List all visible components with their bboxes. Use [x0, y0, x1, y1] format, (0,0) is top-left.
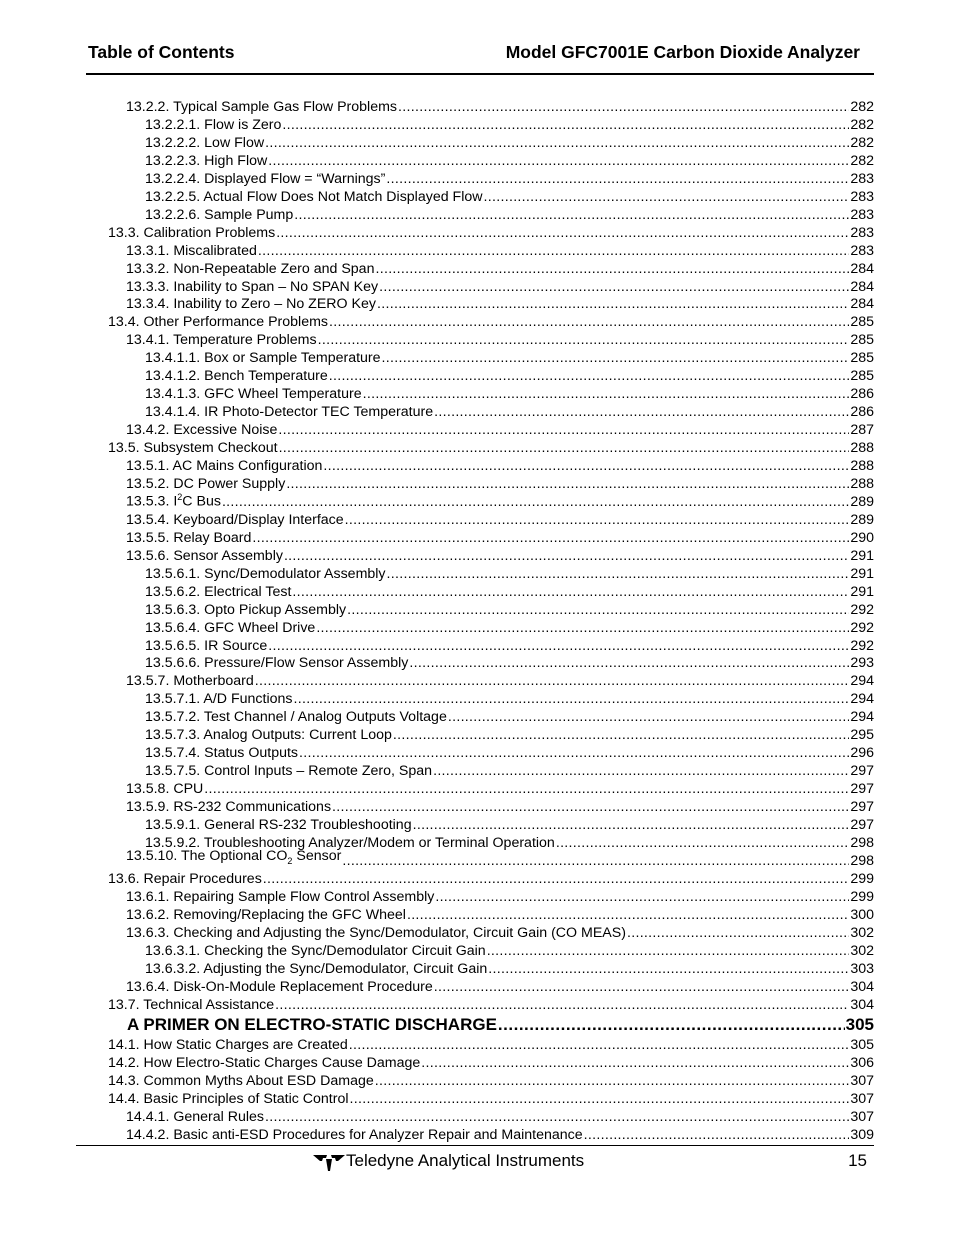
toc-page-number: 284 — [850, 260, 874, 277]
toc-leader-dots — [318, 331, 850, 349]
toc-entry-title: 13.6.3. Checking and Adjusting the Sync/Demodulator, Circuit Gain (CO MEAS) — [126, 924, 626, 941]
toc-leader-dots — [278, 421, 849, 439]
toc-page-number: 295 — [850, 727, 874, 744]
toc-leader-dots — [268, 637, 849, 655]
toc-entry[interactable] — [126, 457, 874, 475]
toc-entry-title: 13.3.4. Inability to Zero – No ZERO Key — [126, 296, 376, 313]
toc-entry-title: 13.5.2. DC Power Supply — [126, 475, 286, 492]
toc-leader-dots — [435, 888, 849, 906]
toc-entry[interactable] — [145, 601, 874, 619]
toc-leader-dots — [556, 834, 850, 852]
toc-page-number: 302 — [850, 942, 874, 959]
toc-leader-dots — [275, 996, 849, 1014]
toc-entry-title: 13.5.3. $I^2C$ Bus — [126, 492, 221, 510]
toc-entry-title: 14.1. How Static Charges are Created — [108, 1037, 348, 1054]
toc-leader-dots — [265, 134, 849, 152]
toc-entry[interactable] — [145, 367, 874, 385]
toc-leader-dots — [282, 116, 849, 134]
footer-divider — [76, 1145, 874, 1146]
toc-entry-title: 13.2.2.3. High Flow — [145, 152, 268, 169]
toc-entry-title: 13.5.9.2. Troubleshooting Analyzer/Modem or Terminal Operation — [145, 834, 555, 851]
toc-entry[interactable] — [145, 619, 874, 637]
toc-leader-dots — [316, 619, 849, 637]
toc-page-number: 293 — [850, 655, 874, 672]
toc-entry-title: A PRIMER ON ELECTRO-STATIC DISCHARGE — [127, 1015, 497, 1035]
toc-entry-title: 13.2.2.2. Low Flow — [145, 134, 265, 151]
toc-entry-title: 13.4. Other Performance Problems — [108, 314, 329, 331]
toc-leader-dots — [487, 942, 850, 960]
toc-page-number: 283 — [850, 170, 874, 187]
toc-entry[interactable] — [108, 313, 874, 331]
toc-entry-title: 13.4.1.3. GFC Wheel Temperature — [145, 386, 362, 403]
toc-page-number: 294 — [850, 673, 874, 690]
toc-page-number: 282 — [850, 116, 874, 133]
toc-entry-title: 14.4.1. General Rules — [126, 1109, 265, 1126]
toc-page-number: 288 — [850, 440, 874, 457]
toc-page-number: 309 — [850, 1127, 874, 1144]
toc-entry[interactable] — [108, 224, 874, 242]
toc-entry[interactable] — [126, 278, 874, 296]
toc-page-number: 296 — [850, 745, 874, 762]
toc-entry-title: 13.2.2.5. Actual Flow Does Not Match Displayed Flow — [145, 188, 483, 205]
toc-leader-dots — [286, 475, 849, 493]
toc-entry[interactable] — [126, 331, 874, 349]
toc-page-number: 299 — [850, 870, 874, 887]
toc-entry-title: 13.5.5. Relay Board — [126, 529, 252, 546]
toc-entry-title: 13.5.7.2. Test Channel / Analog Outputs Voltage — [145, 709, 447, 726]
toc-entry-title: 13.5.8. CPU — [126, 781, 204, 798]
toc-leader-dots — [434, 978, 850, 996]
toc-entry[interactable] — [108, 439, 874, 457]
toc-entry-title: 13.7. Technical Assistance — [108, 996, 275, 1013]
toc-page-number: 292 — [850, 619, 874, 636]
toc-entry[interactable] — [108, 1054, 874, 1072]
toc-entry-title: 13.5.7.4. Status Outputs — [145, 745, 299, 762]
toc-page-number: 306 — [850, 1055, 874, 1072]
toc-entry[interactable] — [145, 206, 874, 224]
toc-entry[interactable] — [126, 295, 874, 313]
toc-entry-title: 13.4.2. Excessive Noise — [126, 422, 278, 439]
toc-entry[interactable] — [145, 762, 874, 780]
toc-page-number: 297 — [850, 781, 874, 798]
toc-leader-dots — [294, 206, 849, 224]
toc-page-number: 283 — [850, 206, 874, 223]
toc-leader-dots — [332, 798, 849, 816]
toc-page-number: 283 — [850, 242, 874, 259]
toc-page-number: 291 — [850, 547, 874, 564]
toc-leader-dots — [263, 870, 850, 888]
toc-entry-title: 13.5.6.2. Electrical Test — [145, 583, 292, 600]
toc-chapter-entry[interactable] — [127, 1014, 874, 1036]
toc-entry-title: 13.5. Subsystem Checkout — [108, 440, 278, 457]
toc-entry[interactable] — [145, 583, 874, 601]
toc-entry[interactable] — [108, 870, 874, 888]
toc-entry-title: 13.4.1. Temperature Problems — [126, 332, 317, 349]
toc-leader-dots — [421, 1054, 849, 1072]
toc-leader-dots — [222, 493, 849, 511]
toc-leader-dots — [387, 565, 850, 583]
toc-leader-dots — [448, 708, 849, 726]
toc-entry-title: 13.3.1. Miscalibrated — [126, 242, 257, 259]
toc-page-number: 303 — [850, 960, 874, 977]
toc-leader-dots — [255, 672, 850, 690]
toc-entry-title: 13.5.6.3. Opto Pickup Assembly — [145, 601, 347, 618]
toc-entry[interactable] — [145, 708, 874, 726]
toc-entry-title: 13.6.4. Disk-On-Module Replacement Procedure — [126, 978, 433, 995]
toc-entry-title: 13.5.10. The Optional $CO_2$ Sensor — [126, 848, 342, 866]
toc-leader-dots — [393, 726, 849, 744]
toc-entry-title: 13.6.2. Removing/Replacing the GFC Wheel — [126, 906, 406, 923]
toc-entry-title: 13.5.6. Sensor Assembly — [126, 547, 283, 564]
toc-page-number: 300 — [850, 906, 874, 923]
toc-leader-dots — [386, 170, 849, 188]
toc-page-number: 304 — [850, 996, 874, 1013]
page-header — [88, 42, 860, 66]
toc-entry-title: 13.4.1.1. Box or Sample Temperature — [145, 350, 381, 367]
toc-page-number: 292 — [850, 637, 874, 654]
toc-page-number: 285 — [850, 350, 874, 367]
toc-page-number: 283 — [850, 188, 874, 205]
toc-page-number: 291 — [850, 583, 874, 600]
toc-entry-title: 13.5.4. Keyboard/Display Interface — [126, 511, 344, 528]
toc-entry[interactable] — [145, 349, 874, 367]
toc-entry[interactable] — [145, 188, 874, 206]
toc-leader-dots — [350, 1090, 850, 1108]
toc-entry[interactable] — [145, 385, 874, 403]
toc-entry[interactable] — [126, 1108, 874, 1126]
toc-entry-title: 13.5.9. RS-232 Communications — [126, 799, 332, 816]
toc-entry[interactable] — [126, 511, 874, 529]
toc-entry[interactable] — [108, 1036, 874, 1054]
toc-entry-title: 13.3.2. Non-Repeatable Zero and Span — [126, 260, 375, 277]
toc-leader-dots — [433, 762, 849, 780]
toc-entry-title: 14.4.2. Basic anti-ESD Procedures for Analyzer Repair and Maintenance — [126, 1127, 583, 1144]
toc-leader-dots — [484, 188, 850, 206]
toc-leader-dots — [258, 242, 849, 260]
page-footer — [0, 1150, 954, 1174]
toc-entry-title: 13.5.7.1. A/D Functions — [145, 691, 293, 708]
toc-page-number: 283 — [850, 224, 874, 241]
toc-leader-dots — [299, 744, 849, 762]
toc-leader-dots — [498, 1014, 845, 1036]
toc-leader-dots — [379, 278, 849, 296]
toc-leader-dots — [409, 654, 849, 672]
toc-leader-dots — [268, 152, 849, 170]
toc-page-number: 307 — [850, 1091, 874, 1108]
toc-entry-title: 13.2.2.1. Flow is Zero — [145, 116, 282, 133]
toc-page-number: 298 — [850, 852, 874, 869]
toc-page-number: 288 — [850, 475, 874, 492]
toc-leader-dots — [347, 601, 849, 619]
company-name: Teledyne Analytical Instruments — [346, 1151, 585, 1170]
toc-entry[interactable] — [126, 978, 874, 996]
toc-page-number: 285 — [850, 332, 874, 349]
toc-entry[interactable] — [145, 134, 874, 152]
toc-leader-dots — [279, 439, 850, 457]
toc-leader-dots — [488, 960, 849, 978]
toc-entry[interactable] — [145, 942, 874, 960]
toc-page-number: 297 — [850, 799, 874, 816]
toc-entry[interactable] — [145, 690, 874, 708]
toc-entry[interactable] — [145, 726, 874, 744]
toc-page-number: 286 — [850, 404, 874, 421]
toc-entry[interactable] — [126, 475, 874, 493]
toc-leader-dots — [265, 1108, 849, 1126]
toc-page-number: 284 — [850, 296, 874, 313]
toc-page-number: 299 — [850, 888, 874, 905]
toc-entry[interactable] — [126, 906, 874, 924]
page-number: 15 — [848, 1151, 867, 1170]
toc-entry-title: 13.5.6.4. GFC Wheel Drive — [145, 619, 316, 636]
toc-entry[interactable] — [126, 1126, 874, 1144]
toc-leader-dots — [293, 690, 849, 708]
toc-entry-title: 14.4. Basic Principles of Static Control — [108, 1091, 349, 1108]
toc-page-number: 285 — [850, 314, 874, 331]
toc-entry[interactable] — [126, 493, 874, 511]
toc-entry[interactable] — [145, 637, 874, 655]
toc-entry-title: 13.5.6.1. Sync/Demodulator Assembly — [145, 565, 386, 582]
toc-page-number: 287 — [850, 422, 874, 439]
toc-page-number: 294 — [850, 709, 874, 726]
toc-page-number: 289 — [850, 511, 874, 528]
toc-page-number: 292 — [850, 601, 874, 618]
toc-entry[interactable] — [126, 672, 874, 690]
toc-entry[interactable] — [145, 170, 874, 188]
toc-leader-dots — [329, 313, 849, 331]
toc-entry[interactable] — [145, 116, 874, 134]
toc-entry[interactable] — [126, 780, 874, 798]
toc-entry-title: 13.5.6.5. IR Source — [145, 637, 268, 654]
toc-page-number: 297 — [850, 763, 874, 780]
toc-page-number: 286 — [850, 386, 874, 403]
toc-leader-dots — [398, 98, 849, 116]
toc-entry-title: 13.4.1.2. Bench Temperature — [145, 368, 328, 385]
toc-page-number: 307 — [850, 1073, 874, 1090]
toc-entry[interactable] — [126, 98, 874, 116]
toc-entry-title: 13.3.3. Inability to Span – No SPAN Key — [126, 278, 379, 295]
toc-leader-dots — [323, 457, 849, 475]
toc-entry-title: 13.5.6.6. Pressure/Flow Sensor Assembly — [145, 655, 409, 672]
toc-entry[interactable] — [145, 403, 874, 421]
toc-leader-dots — [377, 295, 849, 313]
toc-page-number: 289 — [850, 493, 874, 510]
toc-leader-dots — [349, 1036, 850, 1054]
toc-page-number: 285 — [850, 368, 874, 385]
toc-leader-dots — [276, 224, 849, 242]
toc-entry-title: 13.4.1.4. IR Photo-Detector TEC Temperature — [145, 404, 434, 421]
toc-leader-dots — [363, 385, 850, 403]
toc-leader-dots — [407, 906, 849, 924]
document-title: Model GFC7001E Carbon Dioxide Analyzer — [505, 42, 860, 62]
toc-entry[interactable] — [145, 565, 874, 583]
toc-entry[interactable] — [108, 996, 874, 1014]
toc-leader-dots — [375, 260, 849, 278]
toc-entry[interactable] — [126, 888, 874, 906]
toc-page-number: 307 — [850, 1109, 874, 1126]
toc-leader-dots — [382, 349, 850, 367]
toc-page-number: 297 — [850, 817, 874, 833]
toc-leader-dots — [329, 367, 850, 385]
toc-page-number: 284 — [850, 278, 874, 295]
toc-entry-title: 13.6.3.2. Adjusting the Sync/Demodulator, Circuit Gain — [145, 960, 488, 977]
toc-leader-dots — [584, 1126, 850, 1144]
toc-entry[interactable] — [126, 242, 874, 260]
toc-page-number: 305 — [845, 1015, 874, 1035]
toc-entry[interactable] — [126, 798, 874, 816]
toc-entry-title: 13.5.1. AC Mains Configuration — [126, 458, 323, 474]
teledyne-logo-icon — [313, 1153, 345, 1171]
toc-page-number: 290 — [850, 529, 874, 546]
toc-entry[interactable] — [145, 744, 874, 762]
toc-page-number: 288 — [850, 458, 874, 474]
header-divider — [86, 73, 874, 75]
toc-page-number: 298 — [850, 834, 874, 851]
toc-leader-dots — [627, 924, 849, 942]
toc-page-number: 282 — [850, 99, 874, 115]
toc-page-number: 302 — [850, 924, 874, 941]
toc-leader-dots — [204, 780, 849, 798]
toc-entry-title: 13.5.7. Motherboard — [126, 673, 254, 690]
toc-leader-dots — [375, 1072, 850, 1090]
toc-entry[interactable] — [126, 260, 874, 278]
section-title: Table of Contents — [88, 42, 235, 62]
toc-page-number: 305 — [850, 1037, 874, 1054]
toc-entry-title: 13.6.1. Repairing Sample Flow Control Assembly — [126, 888, 435, 905]
toc-leader-dots — [284, 547, 849, 565]
toc-page-number: 282 — [850, 134, 874, 151]
toc-entry-title: 13.2.2.4. Displayed Flow = “Warnings” — [145, 170, 386, 187]
toc-entry-title: 13.2.2. Typical Sample Gas Flow Problems — [126, 99, 397, 115]
toc-entry[interactable] — [126, 848, 874, 870]
toc-leader-dots — [345, 511, 850, 529]
toc-page-number: 294 — [850, 691, 874, 708]
toc-entry-title: 13.2.2.6. Sample Pump — [145, 206, 294, 223]
toc-entry[interactable] — [145, 816, 874, 834]
toc-entry[interactable] — [145, 152, 874, 170]
toc-entry-title: 13.3. Calibration Problems — [108, 224, 276, 241]
toc-page-number: 291 — [850, 565, 874, 582]
toc-entry-title: 13.6.3.1. Checking the Sync/Demodulator Circuit Gain — [145, 942, 486, 959]
toc-entry-title: 13.5.9.1. General RS-232 Troubleshooting — [145, 817, 412, 833]
toc-entry[interactable] — [126, 924, 874, 942]
toc-entry[interactable] — [126, 421, 874, 439]
toc-entry-title: 13.5.7.5. Control Inputs – Remote Zero, Span — [145, 763, 433, 780]
toc-entry[interactable] — [108, 1072, 874, 1090]
toc-leader-dots — [342, 852, 849, 870]
toc-leader-dots — [252, 529, 849, 547]
toc-leader-dots — [413, 816, 850, 834]
toc-leader-dots — [292, 583, 849, 601]
toc-entry[interactable] — [126, 547, 874, 565]
toc-entry-title: 14.2. How Electro-Static Charges Cause Damage — [108, 1055, 421, 1072]
toc-page-number: 304 — [850, 978, 874, 995]
toc-entry-title: 13.5.7.3. Analog Outputs: Current Loop — [145, 727, 392, 744]
toc-page-number: 282 — [850, 152, 874, 169]
toc-entry[interactable] — [126, 529, 874, 547]
toc-entry-title: 13.6. Repair Procedures — [108, 870, 262, 887]
toc-entry[interactable] — [145, 654, 874, 672]
toc-entry[interactable] — [108, 1090, 874, 1108]
toc-entry[interactable] — [145, 960, 874, 978]
toc-entry-title: 14.3. Common Myths About ESD Damage — [108, 1073, 374, 1090]
toc-leader-dots — [434, 403, 849, 421]
